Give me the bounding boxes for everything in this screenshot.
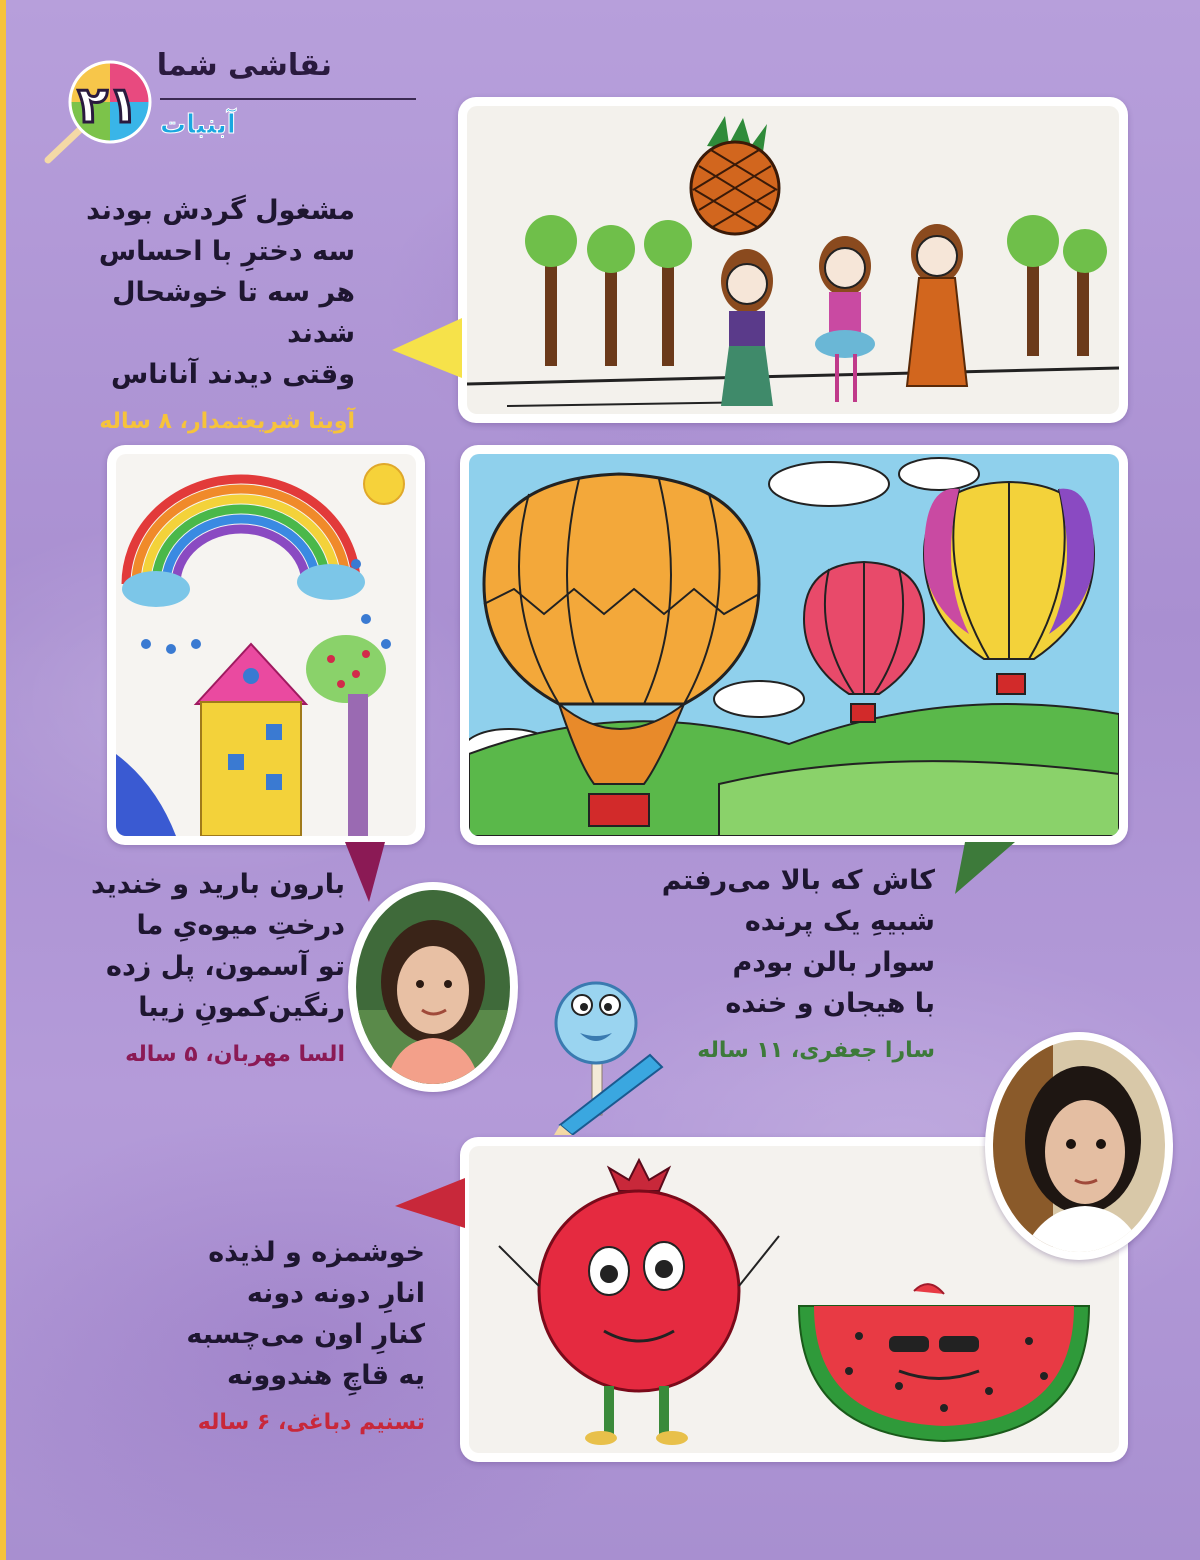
poem-line: کاش که بالا می‌رفتم xyxy=(661,865,935,896)
pineapple-and-three-girls-drawing xyxy=(467,106,1119,414)
child-portrait-image xyxy=(993,1040,1165,1252)
poem-line: تو آسمون، پل زده xyxy=(106,951,345,982)
lollipop-page-badge xyxy=(38,58,158,168)
page-number: ۲۱ xyxy=(77,76,139,134)
poem-line: سوار بالن بودم xyxy=(732,947,935,978)
speech-pointer-magenta xyxy=(345,842,385,902)
poem-balloons xyxy=(635,860,935,1063)
poem-author: آوینا شریعتمدار، ۸ ساله xyxy=(99,409,355,434)
speech-pointer-yellow xyxy=(392,318,462,378)
poem-line: یه قاچِ هندوونه xyxy=(226,1360,425,1391)
poem-line: با هیجان و خنده xyxy=(725,988,935,1019)
poem-pineapple xyxy=(55,190,355,434)
poem-line: وقتی دیدند آناناس xyxy=(111,359,355,390)
poem-line: انارِ دونه دونه xyxy=(246,1278,425,1309)
poem-line: هر سه تا خوشحال شدند xyxy=(112,277,355,349)
poem-pomegranate xyxy=(125,1232,425,1435)
page-edge-strip xyxy=(0,0,6,1560)
poem-line: بارون بارید و خندید xyxy=(91,869,345,900)
artwork-frame-pineapple xyxy=(458,97,1128,423)
poem-rainbow xyxy=(85,864,345,1067)
poem-line: خوشمزه و لذیذه xyxy=(208,1237,425,1268)
rainbow-and-house-drawing xyxy=(116,454,416,836)
poem-line: سه دخترِ با احساس xyxy=(98,236,355,267)
poem-author: تسنیم دباغی، ۶ ساله xyxy=(197,1410,425,1435)
poem-line: شبیهِ یک پرنده xyxy=(744,906,935,937)
poem-line: کنارِ اون می‌چسبه xyxy=(186,1319,425,1350)
speech-pointer-red xyxy=(395,1178,465,1228)
poem-author: سارا جعفری، ۱۱ ساله xyxy=(697,1038,935,1063)
poem-line: درختِ میوه‌یِ ما xyxy=(136,910,345,941)
poem-line: رنگین‌کمونِ زیبا xyxy=(138,992,345,1023)
poem-line: مشغول گردش بودند xyxy=(86,195,355,226)
header-divider xyxy=(160,98,416,100)
child-photo-elsa xyxy=(348,882,518,1092)
child-portrait-image xyxy=(356,890,510,1084)
hot-air-balloons-drawing xyxy=(469,454,1119,836)
brand-logo: آبنبات xyxy=(160,110,236,140)
lollipop-pencil-mascot xyxy=(540,975,670,1135)
poem-author: السا مهربان، ۵ ساله xyxy=(125,1042,345,1067)
section-title: نقاشی شما xyxy=(156,48,332,83)
speech-pointer-green xyxy=(955,842,1015,894)
artwork-frame-balloons xyxy=(460,445,1128,845)
artwork-frame-rainbow xyxy=(107,445,425,845)
child-photo-tasnim xyxy=(985,1032,1173,1260)
